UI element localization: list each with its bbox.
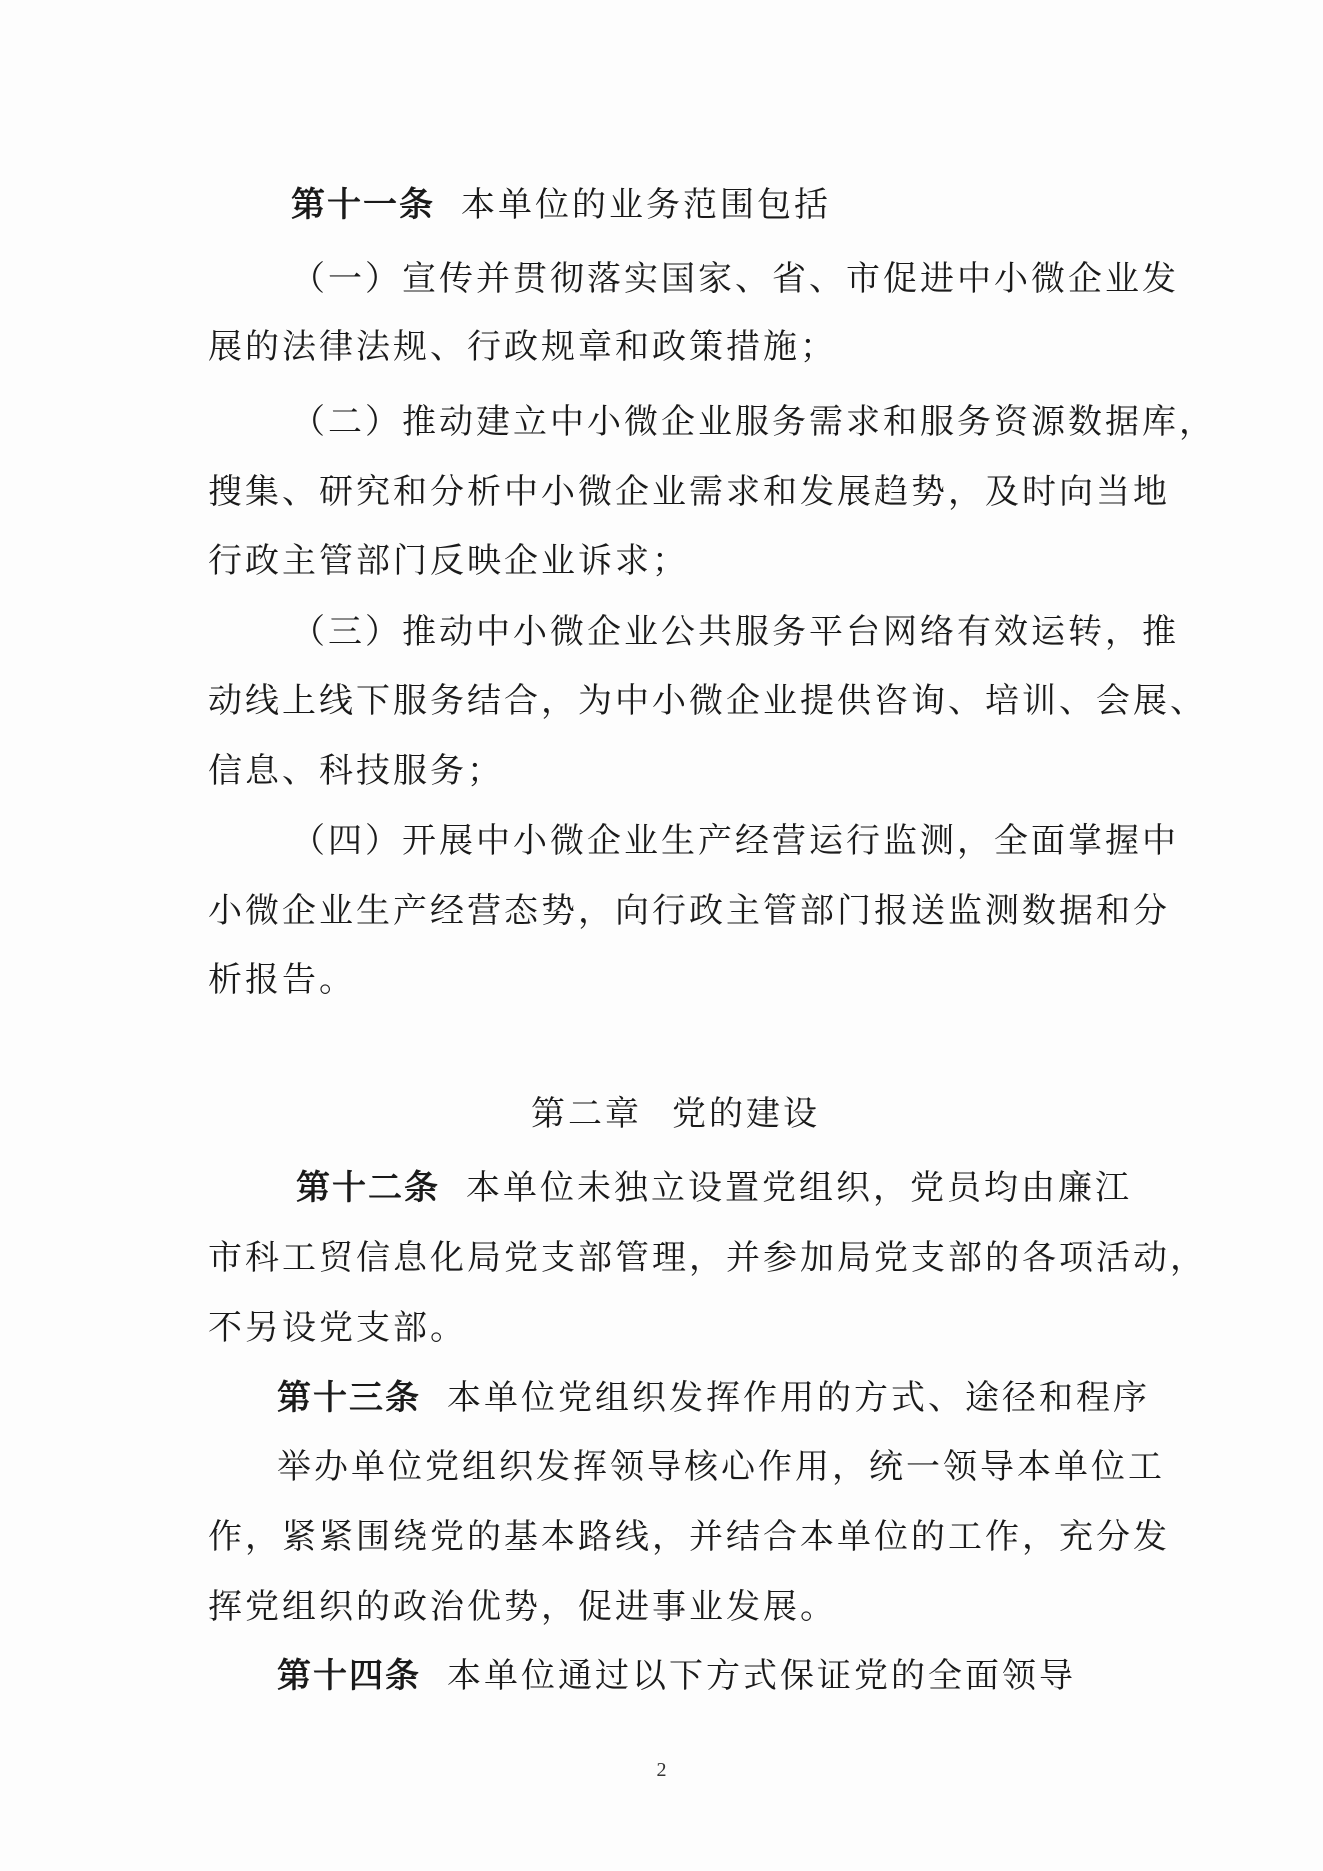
article-11-heading: 第十一条 — [291, 185, 435, 225]
article-13-para-line-3: 挥党组织的政治优势，促进事业发展。 — [208, 1587, 837, 1627]
article-11-item-4-line-3: 析报告。 — [208, 960, 356, 1000]
article-11-item-3-line-2: 动线上线下服务结合，为中小微企业提供咨询、培训、会展、 — [208, 681, 1207, 721]
chapter-heading — [531, 1094, 820, 1134]
article-13-para-line-2: 作，紧紧围绕党的基本路线，并结合本单位的工作，充分发 — [208, 1517, 1170, 1557]
article-12-line-3: 不另设党支部。 — [208, 1308, 467, 1348]
article-11-item-1-line-1: （一）宣传并贯彻落实国家、省、市促进中小微企业发 — [291, 259, 1179, 299]
article-13-line-1: 本单位党组织发挥作用的方式、途径和程序 — [447, 1378, 1150, 1418]
article-12-heading: 第十二条 — [296, 1168, 440, 1208]
article-11-item-3-line-3: 信息、科技服务； — [208, 751, 504, 791]
article-11-item-2-line-3: 行政主管部门反映企业诉求； — [208, 541, 689, 581]
chapter-title: 党的建设 — [672, 1094, 820, 1134]
article-13-heading: 第十三条 — [277, 1378, 421, 1418]
article-14-heading: 第十四条 — [277, 1656, 421, 1696]
article-11-header — [291, 185, 831, 225]
page-number: 2 — [656, 1759, 667, 1781]
article-11-intro: 本单位的业务范围包括 — [461, 185, 831, 225]
article-11-item-3-line-1: （三）推动中小微企业公共服务平台网络有效运转，推 — [291, 612, 1179, 652]
article-12-line-2: 市科工贸信息化局党支部管理，并参加局党支部的各项活动， — [208, 1238, 1207, 1278]
article-11-item-2-line-1: （二）推动建立中小微企业服务需求和服务资源数据库， — [291, 402, 1216, 442]
article-11-item-2-line-2: 搜集、研究和分析中小微企业需求和发展趋势，及时向当地 — [208, 472, 1170, 512]
article-11-item-4-line-1: （四）开展中小微企业生产经营运行监测，全面掌握中 — [291, 821, 1179, 861]
article-13-para-line-1: 举办单位党组织发挥领导核心作用，统一领导本单位工 — [277, 1447, 1165, 1487]
article-12-header — [296, 1168, 1132, 1208]
article-14-line-1: 本单位通过以下方式保证党的全面领导 — [447, 1656, 1076, 1696]
article-14-header — [277, 1656, 1076, 1696]
article-13-header — [277, 1378, 1150, 1418]
article-11-item-4-line-2: 小微企业生产经营态势，向行政主管部门报送监测数据和分 — [208, 891, 1170, 931]
article-12-line-1: 本单位未独立设置党组织，党员均由廉江 — [466, 1168, 1132, 1208]
chapter-number: 第二章 — [531, 1094, 642, 1134]
article-11-item-1-line-2: 展的法律法规、行政规章和政策措施； — [208, 327, 837, 367]
